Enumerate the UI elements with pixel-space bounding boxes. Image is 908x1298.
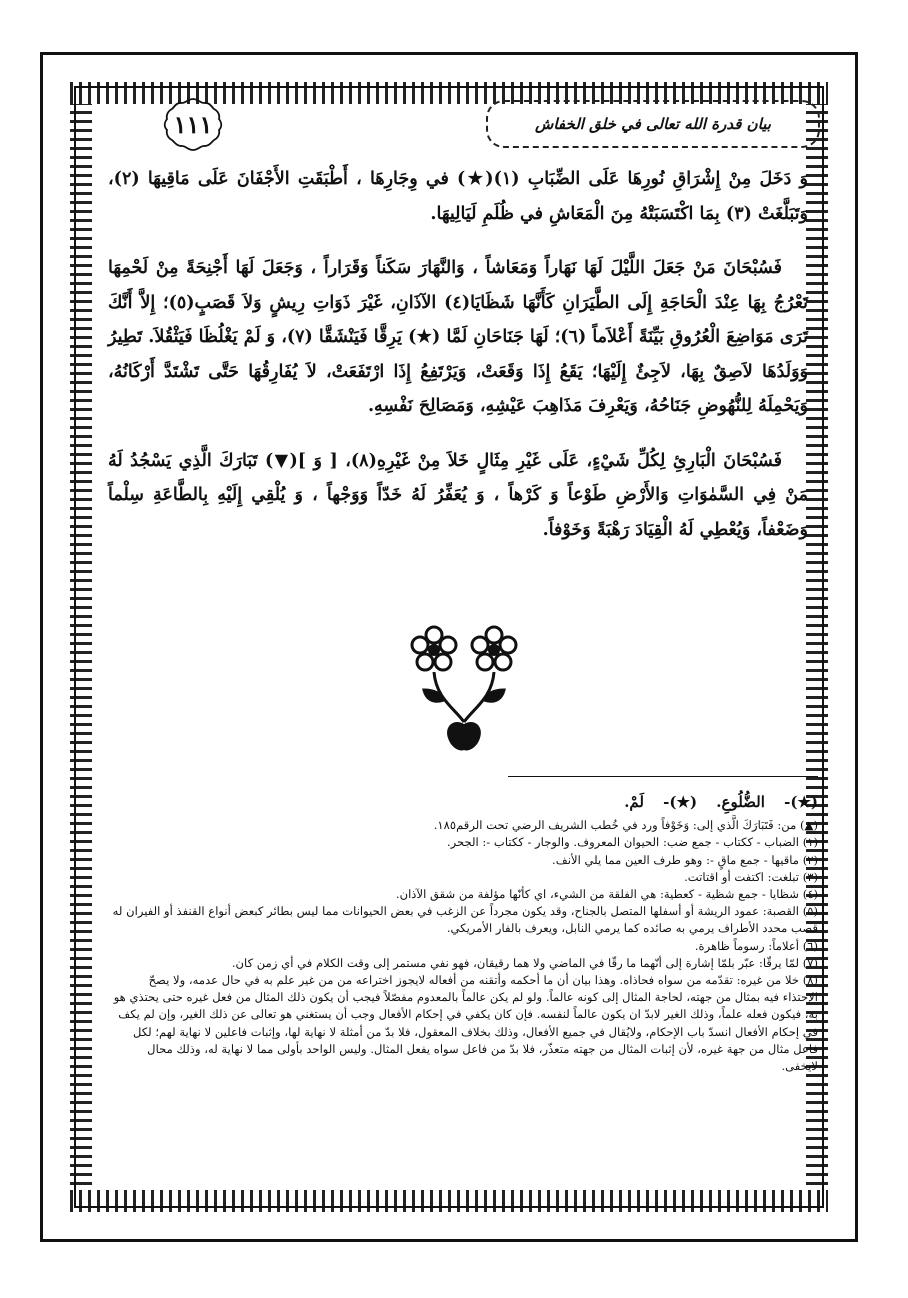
flower-ornament-icon xyxy=(404,620,522,755)
paragraph-3: فَسُبْحَانَ الْبَارِئِ لِكُلِّ شَيْءٍ، عَلَى غَيْرِ مِثَالٍ خَلاَ مِنْ غَيْرِهِ(٨)، [ وَ ](▼) تَبَارَكَ الَّذِي يَسْجُدُ لَهُ مَنْ فِي السَّمٰوَاتِ وَالأَرْضِ طَوْعاً وَ كَرْهاً ، وَ يُعَفِّرُ لَهُ خَدّاً وَوَجْهاً ، وَ يُلْقِي إِلَيْهِ بِالطَّاعَةِ سِلْماً وَضَعْفاً، وَيُعْطِي لَهُ الْقِيَادَ رَهْبَةً وَخَوْفاً. xyxy=(108,450,808,540)
footnote-item: (▲) من: فَتَبَارَكَ الَّذي إلى: وَخَوْفاً ورد في خُطب الشريف الرضي تحت الرقم١٨٥. xyxy=(433,818,818,833)
footnote-item: (٤) شظايا - جمع شظية - كعطية: هي الفلقة من الشيء، اي كأنّها مؤلفة من شقق الآذان. xyxy=(395,887,818,902)
page-number-badge xyxy=(160,96,226,152)
footnote-item: (٧) لمّا يرقّا: عبّر بلمّا إشارة إلى أنّهما ما رقّا في الماضي ولا هما رقيقان، فهو نفي مستمر إلى وقت الكلام في أي زمن كان. xyxy=(231,955,818,970)
chapter-title-box xyxy=(486,100,820,148)
paragraph-2: فَسُبْحَانَ مَنْ جَعَلَ اللَّيْلَ لَهَا نَهَاراً وَمَعَاشاً ، وَالنَّهَارَ سَكَناً وَقَرَاراً ، وَجَعَلَ لَهَا أَجْنِحَةً مِنْ لَحْمِهَا تَعْرُجُ بِهَا عِنْدَ الْحَاجَةِ إِلَى الطَّيَرَانِ كَأَنَّهَا شَظَايَا(٤) الآذَانِ، غَيْرَ ذَوَاتِ رِيشٍ وَلاَ قَصَبٍ(٥)؛ إِلاَّ أَنَّكَ تَرَى مَوَاضِعَ الْعُرُوقِ بَيِّنَةً أَعْلاَماً (٦)؛ لَهَا جَنَاحَانِ لَمَّا (★) يَرِقَّا فَيَنْشَقَّا (٧)، وَ لَمْ يَغْلُظَا فَيَثْقُلاَ. تَطِيرُ وَوَلَدُهَا لاَصِقٌ بِهَا، لاَجِئٌ إِلَيْهَا؛ يَقَعُ إِذَا وَقَعَتْ، وَيَرْتَفِعُ إِذَا ارْتَفَعَتْ، لاَ يُفَارِقُهَا حَتَّى تَشْتَدَّ أَرْكَانُهُ، وَيَحْمِلَهُ لِلنُّهُوضِ جَنَاحُهُ، وَيَعْرِفَ مَذَاهِبَ عَيْشِهِ، وَمَصَالِحَ نَفْسِهِ. xyxy=(108,258,809,416)
footnote-item: (٥) القصبة: عمود الريشة أو أسفلها المتصل بالجناح، وقد يكون مجرداً عن الزغب في بعض الحيوانات مما ليس بطائر كبعض أنواع القنفذ أو الفيران له قصب محدد الأطراف يرمي به صائده كما يرمي النابل، ويعرف بالفار الأمريكي. xyxy=(112,904,818,936)
page-number: ١١١ xyxy=(173,109,213,139)
footnote-item: (٦) أعلاماً: رسوماً ظاهرة. xyxy=(694,938,818,953)
footnote-item: (٢) ماقيها - جمع ماقٍ -: وهو طرف العين مما يلي الأنف. xyxy=(552,852,818,867)
footnote-item: (٨) خلا من غيره: تقدّمه من سواه فحاذاه. وهذا بيان أن ما أحكمه وأتقنه من أفعاله لايجوز اختراعه من من غير علم به في حال عدمه، ولا يصحّ الإحتذاء فيه بمثال من جهته، لحاجة المثال إلى كونه عالماً. ولو لم يكن عالماً بالمعدوم مفصّلاً فيجب أن يكون ذلك المثال من فعل غيره حتى يحتذي هو به، فيكون فعله علماً، وذلك الغير لابدّ ان يكون عالماً لنفسه. فإن كان يكفي في إحكام الأفعال وجب أن يستغني هو تعالى عن ذلك الغير، وإن لم يكف في إحكام الأفعال انسدّ باب الإحكام، ولايُقال في جميع الأفعال، وذلك بخلاف المعقول، فلا بدّ من أمثلة لا نهاية لها، وإثبات فاعلين لا نهاية لهم؛ لكل فاعل مثال من جهة غيره، لأن إثبات المثال من جهته متعذّر، فلا بدّ من فاعل سواه يفعل المثال. وليس الواحد بأولى مما لا نهاية له، وذلك محال لايخفى. xyxy=(113,973,818,1074)
footnote-item: (٣) تبلغت: اكتفت أو اقتاتت. xyxy=(684,869,818,884)
footnote-separator xyxy=(508,776,818,777)
footnote-variant-marks: (★)- الضُّلُوعِ. (★)- لَمْ. xyxy=(624,793,818,811)
footnote-item: (١) الضباب - ككتاب - جمع ضب: الحيوان المعروف. والوجار - ككتاب -: الجحر. xyxy=(446,835,818,850)
main-text xyxy=(108,162,808,567)
footnotes xyxy=(110,794,818,1075)
chapter-title: بيان قدرة الله تعالى في خلق الخفاش xyxy=(535,115,771,133)
paragraph-1: وَ دَخَلَ مِنْ إِشْرَاقِ نُورِهَا عَلَى الضِّبَابِ (١)(★) في وِجَارِهَا ، أَطْبَقَتِ الأَجْفَانَ عَلَى مَاقِيهَا (٢)، وَتَبَلَّغَتْ (٣) بِمَا اكْتَسَبَتْهُ مِنَ الْمَعَاشِ في ظُلَمِ لَيَالِيهَا. xyxy=(108,169,809,224)
page-header xyxy=(160,96,820,156)
